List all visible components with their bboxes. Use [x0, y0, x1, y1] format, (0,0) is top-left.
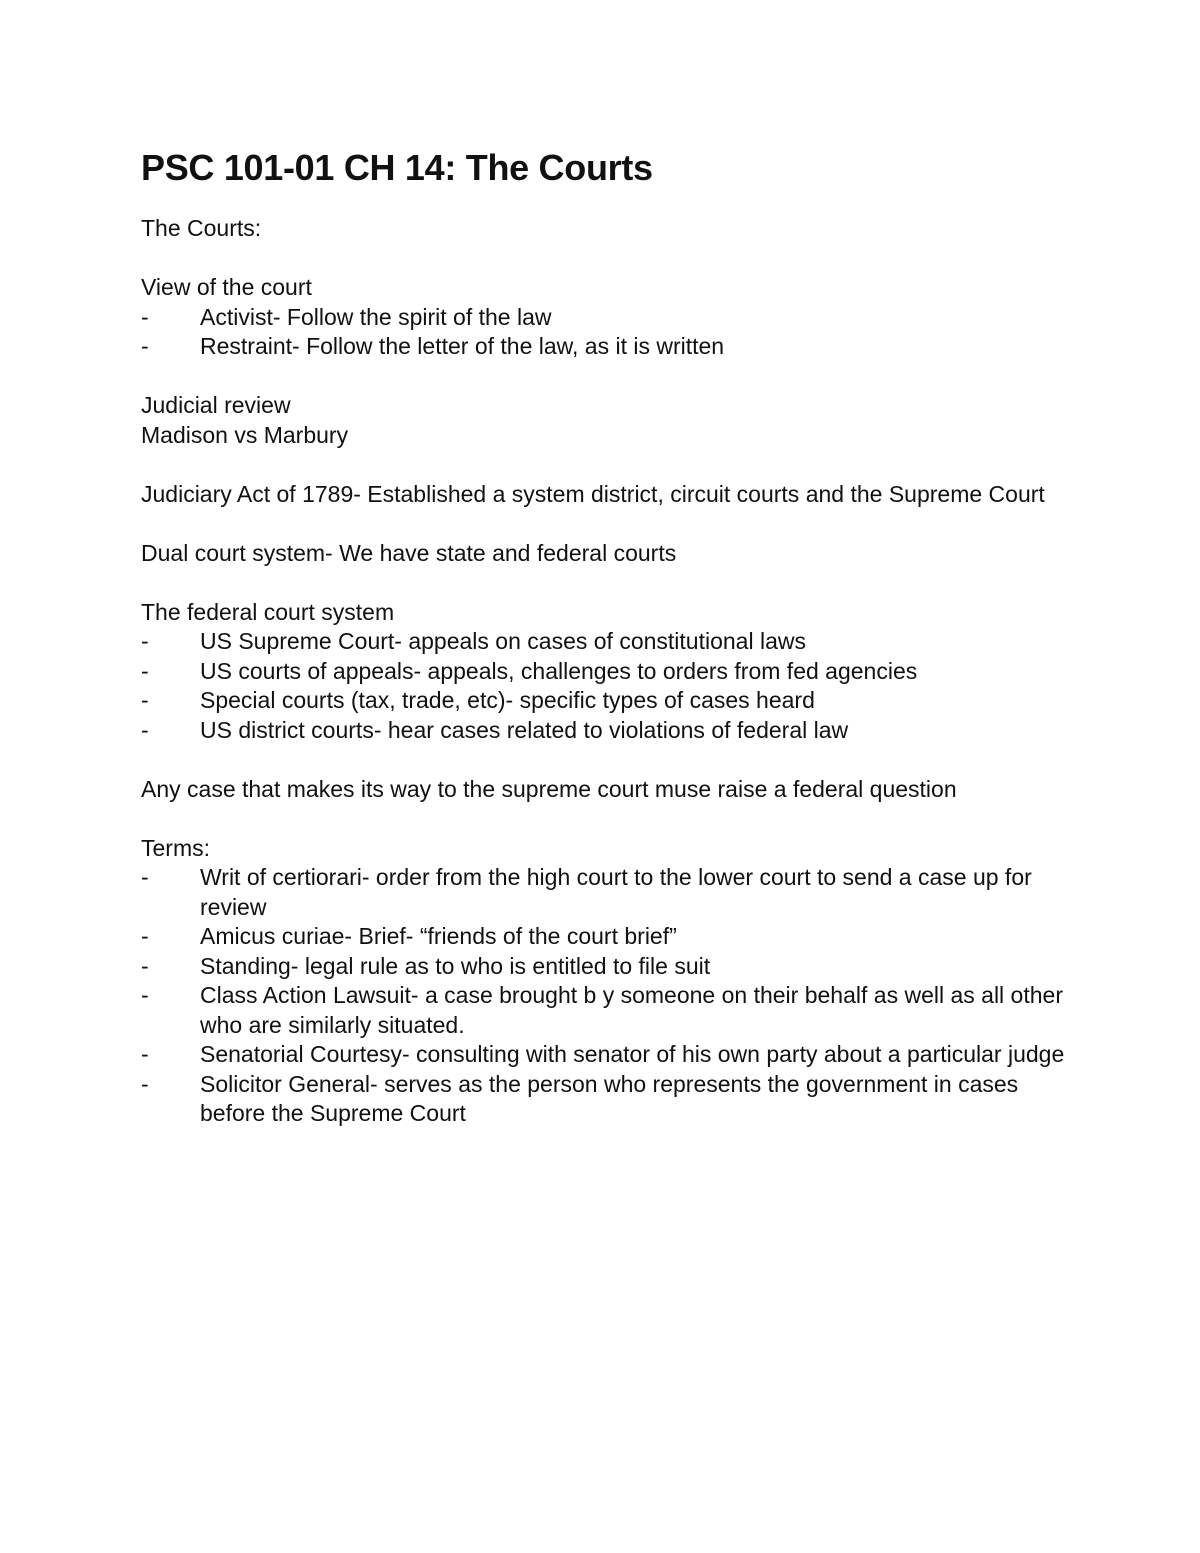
list-item-text: US Supreme Court- appeals on cases of constitutional laws [200, 628, 806, 654]
dual-court-paragraph: Dual court system- We have state and federal courts [141, 539, 677, 566]
list-item [141, 627, 1071, 657]
list-item-text: Class Action Lawsuit- a case brought b y someone on their behalf as well as all other who are similarly situated. [200, 982, 1063, 1038]
spacer [141, 568, 1071, 598]
dash-bullet: - [141, 864, 149, 890]
view-heading: View of the court [141, 274, 312, 300]
federal-heading: The federal court system [141, 598, 395, 625]
list-item [141, 981, 1071, 1040]
list-item-text: Amicus curiae- Brief- “friends of the court brief” [200, 923, 677, 949]
list-item-text: Special courts (tax, trade, etc)- specific types of cases heard [200, 687, 815, 713]
terms-heading: Terms: [141, 834, 210, 861]
list-item-text: US courts of appeals- appeals, challenges to orders from fed agencies [200, 657, 918, 684]
list-item [141, 716, 1071, 746]
document-page [141, 146, 1071, 1129]
spacer [141, 450, 1071, 480]
spacer [141, 244, 1071, 274]
list-item [141, 303, 1071, 333]
list-item-text: Senatorial Courtesy- consulting with senator of his own party about a particular judge [200, 1041, 1065, 1067]
dash-bullet: - [141, 982, 149, 1008]
list-item [141, 657, 1071, 687]
list-item-text: Activist- Follow the spirit of the law [200, 303, 552, 330]
list-item-text: US district courts- hear cases related to violations of federal law [200, 716, 849, 743]
dash-bullet: - [141, 333, 149, 359]
dash-bullet: - [141, 716, 149, 743]
dash-bullet: - [141, 923, 149, 949]
list-item [141, 952, 1071, 982]
list-item-text: Writ of certiorari- order from the high court to the lower court to send a case up for review [200, 864, 1032, 920]
dash-bullet: - [141, 1041, 149, 1067]
dash-bullet: - [141, 952, 149, 979]
madison-line: Madison vs Marbury [141, 421, 349, 448]
dash-bullet: - [141, 657, 149, 684]
document-title: PSC 101-01 CH 14: The Courts [141, 147, 653, 188]
list-item [141, 1040, 1071, 1070]
list-item [141, 922, 1071, 952]
list-item-text: Solicitor General- serves as the person who represents the government in cases before the Supreme Court [200, 1070, 1019, 1126]
spacer [141, 804, 1071, 834]
judicial-review-heading: Judicial review [141, 392, 291, 418]
list-item-text: Standing- legal rule as to who is entitled to file suit [200, 952, 711, 979]
list-item [141, 863, 1071, 922]
terms-list [141, 863, 1071, 1129]
list-item [141, 332, 1071, 362]
intro-heading: The Courts: [141, 215, 262, 241]
dash-bullet: - [141, 303, 149, 330]
view-list [141, 303, 1071, 362]
federal-list [141, 627, 1071, 745]
spacer [141, 509, 1071, 539]
any-case-paragraph: Any case that makes its way to the supreme court muse raise a federal question [141, 775, 957, 802]
list-item-text: Restraint- Follow the letter of the law, as it is written [200, 333, 725, 359]
list-item [141, 686, 1071, 716]
dash-bullet: - [141, 1070, 149, 1097]
spacer [141, 745, 1071, 775]
dash-bullet: - [141, 628, 149, 654]
list-item [141, 1070, 1071, 1129]
spacer [141, 362, 1071, 392]
judiciary-act-paragraph: Judiciary Act of 1789- Established a system district, circuit courts and the Supreme Court [141, 480, 1045, 507]
dash-bullet: - [141, 687, 149, 713]
